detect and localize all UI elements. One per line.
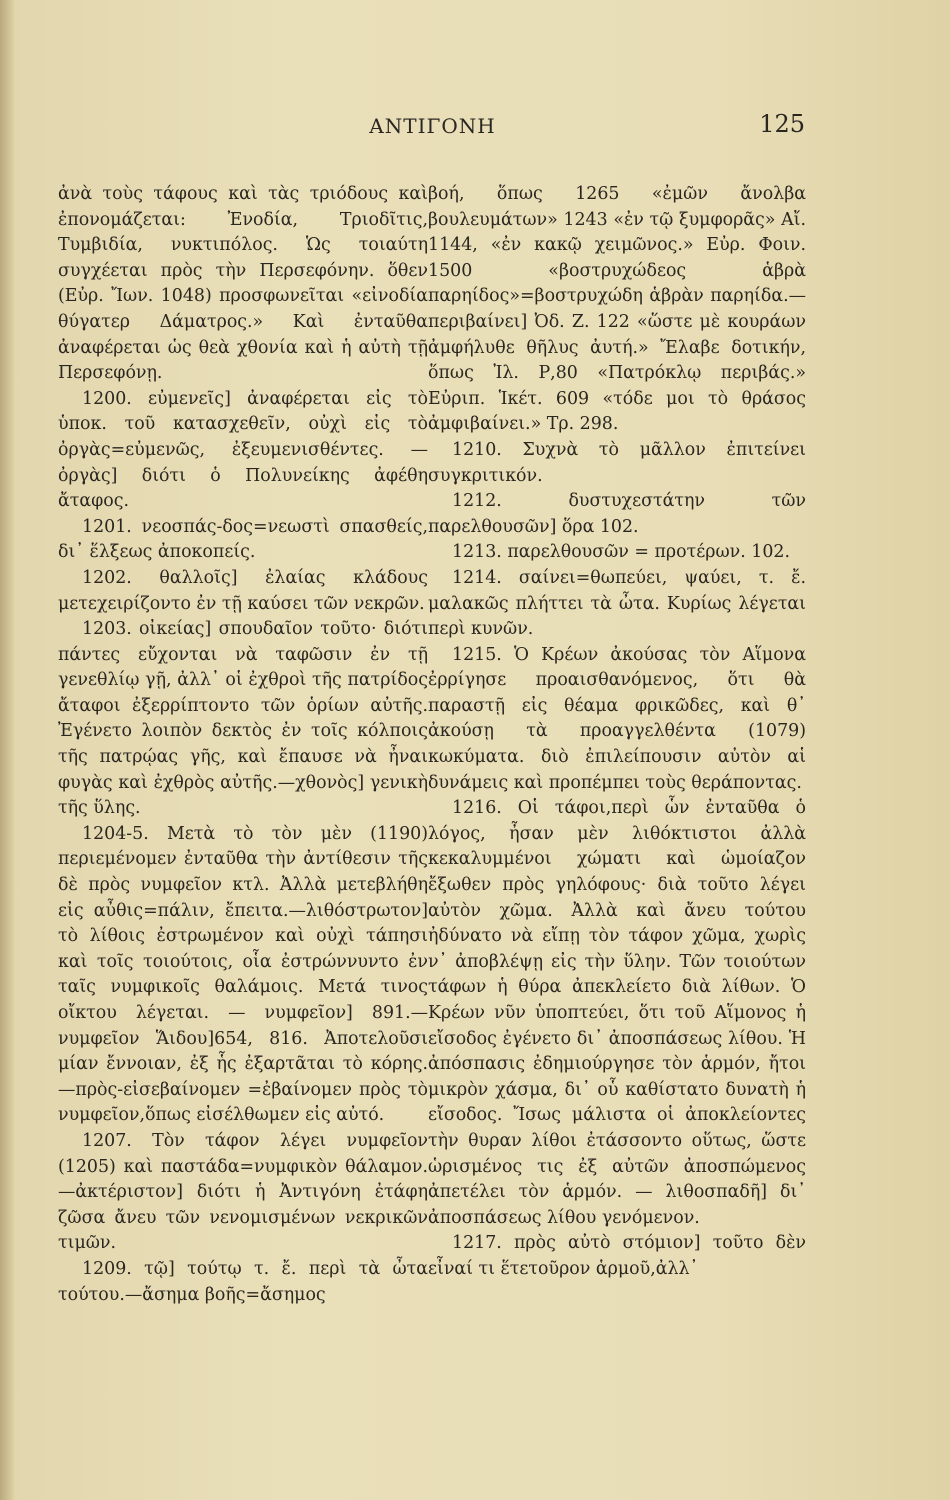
running-title: ΑΝΤΙΓΟΝΗ [369, 114, 496, 138]
page-spine-shadow [0, 0, 14, 1500]
paragraph: 1216. Οἱ τάφοι,περὶ ὧν ἐνταῦθα ὁ λόγος, ἦσαν μὲν λιθόκτιστοι ἀλλὰ κεκαλυμμένοι χώματι καὶ ὡμοίαζον ἔξωθεν πρὸς γηλόφους· διὰ τοῦτο λέγει αὐτὸν χῶμα. Ἀλλὰ καὶ ἄνευ τούτου ἠδύνατο νὰ εἴπῃ τὸν τάφον χῶμα, χωρὶς ν᾽ ἀποβλέψῃ εἰς τὴν ὕλην. Τῶν τοιούτων τάφων ἡ θύρα ἀπεκλείετο διὰ λίθων. Ὁ Κρέων νῦν ὑποπτεύει, ὅτι τοῦ Αἵμονος ἡ εἴσοδος ἐγένετο δι᾽ ἀποσπάσεως λίθου. Ἡ ἀπόσπασις ἐδημιούργησε τὸν ἁρμόν, ἤτοι μικρὸν χάσμα, δι᾽ οὗ καθίστατο δυνατὴ ἡ εἴσοδος. Ἴσως μάλιστα οἱ ἀποκλείοντες τὴν θυραν λίθοι ἐτάσσοντο οὕτως, ὥστε ὡρισμένος τις ἐξ αὐτῶν ἀποσπώμενος ἀπετέλει τὸν ἁρμόν. — λιθοσπαδῆ] δι᾽ ἀποσπάσεως λίθου γενόμενον. [428, 798, 806, 1228]
left-column [58, 182, 428, 1308]
paragraph: ἀνὰ τοὺς τάφους καὶ τὰς τριόδους καὶ ἐπονομάζεται: Ἐνοδία, Τριοδῖτις, Τυμβιδία, νυκτιπόλος. Ὡς τοιαύτη συγχέεται πρὸς τὴν Περσεφόνην. ὅθεν (Εὐρ. Ἴων. 1048) προσφωνεῖται «εἰνοδία θύγατερ Δάματρος.» Καὶ ἐνταῦθα ἀναφέρεται ὡς θεὰ χθονία καὶ ἡ αὐτὴ τῇ Περσεφόνῃ. [58, 184, 428, 384]
paragraph: 1201. νεοσπάς-δος=νεωστὶ σπασθείς, δι᾽ ἕλξεως ἀποκοπείς. [58, 516, 428, 563]
page-number: 125 [759, 110, 805, 138]
paragraph: 1210. Συχνὰ τὸ μᾶλλον ἐπιτείνει συγκριτικόν. [428, 439, 806, 486]
paragraph: 1209. τῷ] τούτῳ τ. ἔ. περὶ τὰ ὦτα τούτου.—ἄσημα βοῆς=ἄσημος [58, 1258, 428, 1305]
paragraph: 1213. παρελθουσῶν = προτέρων. 102. [452, 542, 791, 563]
paragraph: 1214. σαίνει=θωπεύει, ψαύει, τ. ἔ. μαλακῶς πλήττει τὰ ὦτα. Κυρίως λέγεται περὶ κυνῶν. [428, 567, 806, 640]
paragraph: βοή, ὅπως 1265 «ἐμῶν ἄνολβα βουλευμάτων» 1243 «ἐν τῷ ξυμφορᾶς» Αἴ. 1144, «ἐν κακῷ χειμῶνος.» Εὐρ. Φοιν. 1500 «βοστρυχώδεος ἁβρὰ παρηίδος»=βοστρυχώδη ἁβρὰν παρηίδα.—περιβαίνει] Ὀδ. Ζ. 122 «ὥστε μὲ κουράων ἀμφήλυθε θῆλυς ἀυτή.» Ἔλαβε δοτικήν, ὅπως Ἰλ. Ρ,80 «Πατρόκλῳ περιβάς.» Εὐριπ. Ἱκέτ. 609 «τόδε μοι τὸ θράσος ἀμφιβαίνει.» Τρ. 298. [428, 184, 806, 435]
paragraph: 1212. δυστυχεστάτην τῶν παρελθουσῶν] ὅρα 102. [428, 491, 806, 537]
paragraph: 1207. Τὸν τάφον λέγει νυμφεῖον (1205) καὶ παστάδα=νυμφικὸν θάλαμον.—ἀκτέριστον] διότι ἡ Ἀντιγόνη ἐτάφη ζῶσα ἄνευ τῶν νενομισμένων νεκρικῶν τιμῶν. [58, 1130, 428, 1254]
page-header [60, 110, 805, 150]
paragraph: 1217. πρὸς αὐτὸ στόμιον] τοῦτο δὲν εἶναί τι ἕτετοῦρον ἁρμοῦ,ἀλλ᾽ [428, 1233, 806, 1279]
paragraph: 1202. θαλλοῖς] ἐλαίας κλάδους μετεχειρίζοντο ἐν τῇ καύσει τῶν νεκρῶν. [58, 567, 428, 614]
paragraph: 1200. εὐμενεῖς] ἀναφέρεται εἰς τὸ ὑποκ. τοῦ κατασχεθεῖν, οὐχὶ εἰς τὸ ὀργὰς=εὐμενῶς, ἐξευμενισθέντες. —ὀργὰς] διότι ὁ Πολυνείκης ἀφέθη ἄταφος. [58, 388, 428, 512]
right-column [428, 182, 806, 1283]
paragraph: 1215. Ὁ Κρέων ἀκούσας τὸν Αἵμονα ἐρρίγησε προαισθανόμενος, ὅτι θὰ παραστῇ εἰς θέαμα φρικῶδες, καὶ θ᾽ ἀκούσῃ τὰ προαγγελθέντα (1079) κωκύματα. διὸ ἐπιλείπουσιν αὐτὸν αἱ δυνάμεις καὶ προπέμπει τοὺς θεράποντας. [428, 644, 806, 793]
paragraph: 1204-5. Μετὰ τὸ τὸν μὲν (1190) περιεμένομεν ἐνταῦθα τὴν ἀντίθεσιν τῆς δὲ πρὸς νυμφεῖον κτλ. Ἀλλὰ μετεβλήθη εἰς αὖθις=πάλιν, ἔπειτα.—λιθόστρωτον] τὸ λίθοις ἐστρωμένον καὶ οὐχὶ τάπησι καὶ τοῖς τοιούτοις, οἷα ἐστρώννυντο ἐν ταῖς νυμφικοῖς θαλάμοις. Μετά τινος οἴκτου λέγεται. — νυμφεῖον] 891.— νυμφεῖον Ἅιδου]654, 816. Ἀποτελοῦσι μίαν ἔννοιαν, ἐξ ἧς ἐξαρτᾶται τὸ κόρης.—πρὸς-εἰσεβαίνομεν =ἐβαίνομεν πρὸς τὸ νυμφεῖον,ὅπως εἰσέλθωμεν εἰς αὐτό. [58, 823, 428, 1126]
paragraph: 1203. οἰκείας] σπουδαῖον τοῦτο· διότι πάντες εὔχονται νὰ ταφῶσιν ἐν τῇ γενεθλίῳ γῇ, ἀλλ᾽ οἱ ἐχθροὶ τῆς πατρίδος ἄταφοι ἐξερρίπτοντο τῶν ὁρίων αὐτῆς. Ἐγένετο λοιπὸν δεκτὸς ἐν τοῖς κόλποις τῆς πατρῴας γῆς, καὶ ἔπαυσε νὰ ἦναι φυγὰς καὶ ἐχθρὸς αὐτῆς.—χθονὸς] γενικὴ τῆς ὕλης. [58, 619, 428, 819]
